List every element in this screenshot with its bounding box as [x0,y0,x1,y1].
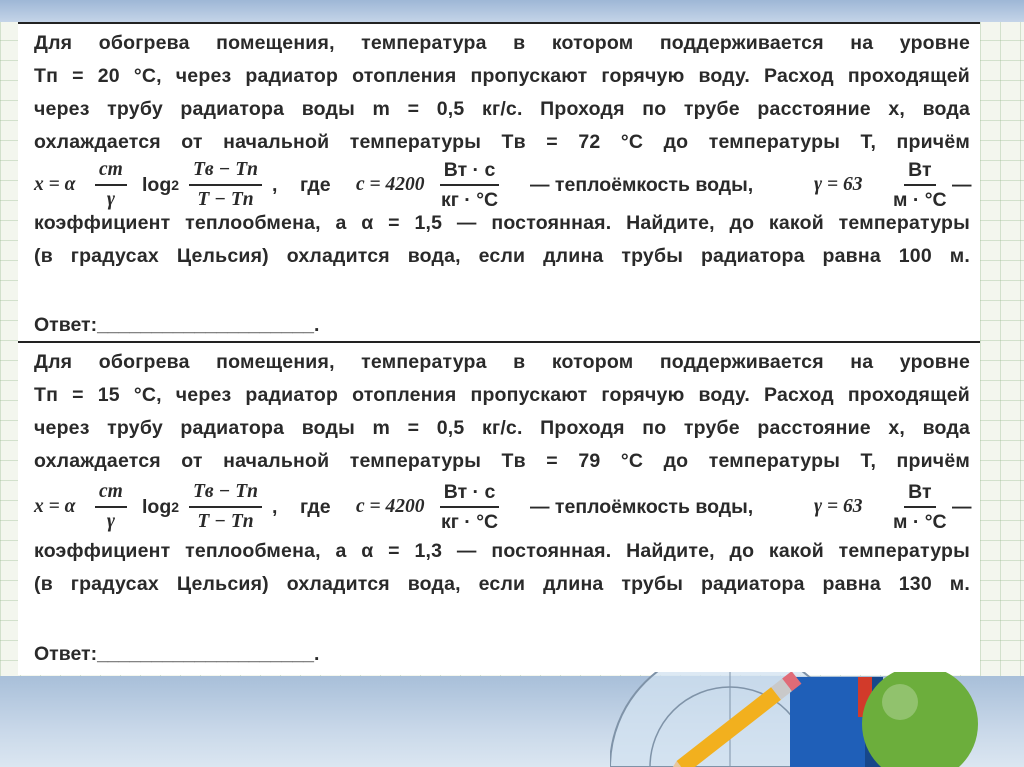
c-unit-fraction: $\frac{Вт \cdot с}{кг \cdot ^\circ C}$ [441,159,499,211]
formula-lhs: x = α [34,496,76,517]
formula-comma: , [272,173,278,196]
fraction-cm-gamma: $\frac{cm}{\gamma}$ [92,476,130,538]
gamma-value: γ = 63 [814,496,863,517]
formula-dash: — [952,173,972,196]
problem-text-line: охлаждается от начальной температуры Tв = 79 °C до температуры T, причём [34,450,970,472]
formula-lhs: x = α [34,174,76,195]
formula-comma: , [272,495,278,518]
formula-gde: где [300,495,331,518]
formula-line [34,476,970,538]
c-value: c = 4200 [356,174,425,195]
slide-top-band [0,0,1024,22]
problem-text-line: Для обогрева помещения, температура в котором поддерживается на уровне [34,351,970,373]
green-ball-icon [862,672,978,767]
answer-line: Ответ:____________________. [34,643,320,665]
problem-text-line: через трубу радиатора воды m = 0,5 кг/с. Проходя по трубе расстояние x, вода [34,417,970,439]
problem-text-line: Tп = 20 °C, через радиатор отопления пропускают горячую воду. Расход проходящей [34,65,970,87]
problem-card-2 [18,341,980,675]
log-symbol: log 2 [142,173,180,196]
formula-dash: — [952,495,972,518]
problem-text-line: коэффициент теплообмена, а α = 1,3 — постоянная. Найдите, до какой температуры [34,540,970,562]
gamma-value: γ = 63 [814,174,863,195]
c-description: — теплоёмкость воды, [530,495,754,518]
problem-text-line: (в градусах Цельсия) охладится вода, если длина трубы радиатора равна 100 м. [34,245,970,267]
problem-text-line: через трубу радиатора воды m = 0,5 кг/с. Проходя по трубе расстояние x, вода [34,98,970,120]
formula-line [34,154,970,216]
problem-text-line: охлаждается от начальной температуры Tв = 72 °C до температуры T, причём [34,131,970,153]
fraction-temperatures: $\frac{Tв - Tп}{T - Tп}$ [186,154,265,216]
problem-card-1 [18,22,980,344]
problem-text-line: коэффициент теплообмена, а α = 1,5 — постоянная. Найдите, до какой температуры [34,212,970,234]
c-unit-fraction: $\frac{Вт \cdot с}{кг \cdot ^\circ C}$ [441,481,499,533]
c-value: c = 4200 [356,496,425,517]
answer-line: Ответ:____________________. [34,314,320,336]
problem-text-line: Для обогрева помещения, температура в котором поддерживается на уровне [34,32,970,54]
formula-gde: где [300,173,331,196]
problem-text-line: Tп = 15 °C, через радиатор отопления пропускают горячую воду. Расход проходящей [34,384,970,406]
problem-text-line: (в градусах Цельсия) охладится вода, если длина трубы радиатора равна 130 м. [34,573,970,595]
stationery-decoration [610,672,1024,767]
c-description: — теплоёмкость воды, [530,173,754,196]
log-symbol: log 2 [142,495,180,518]
fraction-cm-gamma: $\frac{cm}{\gamma}$ [92,154,130,216]
gamma-unit-fraction: $\frac{Вт}{м \cdot ^\circ C}$ [893,481,947,533]
fraction-temperatures: $\frac{Tв - Tп}{T - Tп}$ [186,476,265,538]
gamma-unit-fraction: $\frac{Вт}{м \cdot ^\circ C}$ [893,159,947,211]
